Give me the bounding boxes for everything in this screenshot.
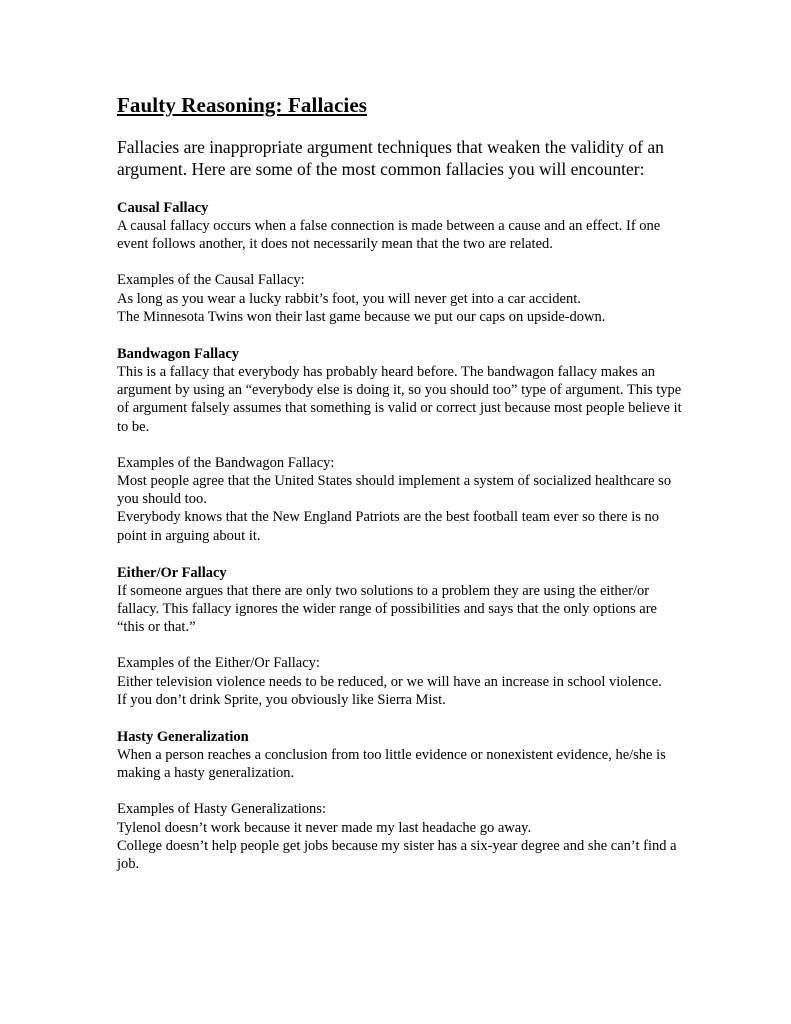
examples-block <box>117 271 687 326</box>
section-hasty-generalization <box>117 728 687 873</box>
example-item: Most people agree that the United States should implement a system of socialized healthcare so you should too. <box>117 473 672 508</box>
examples-label: Examples of Hasty Generalizations: <box>117 801 326 818</box>
example-item: The Minnesota Twins won their last game because we put our caps on upside-down. <box>117 308 606 325</box>
example-item: Tylenol doesn’t work because it never made my last headache go away. <box>117 819 532 836</box>
intro-paragraph: Fallacies are inappropriate argument techniques that weaken the validity of an argument. Here are some of the most common fallacies you will encounter: <box>117 137 664 179</box>
section-heading: Hasty Generalization <box>117 729 249 746</box>
section-heading: Either/Or Fallacy <box>117 564 227 581</box>
example-item: College doesn’t help people get jobs because my sister has a six-year degree and she can’t find a job. <box>117 837 677 873</box>
example-item: If you don’t drink Sprite, you obviously like Sierra Mist. <box>117 691 446 708</box>
section-causal-fallacy <box>117 199 687 326</box>
examples-block <box>117 800 687 873</box>
section-description: A causal fallacy occurs when a false connection is made between a cause and an effect. If one event follows another, it does not necessarily mean that the two are related. <box>117 218 661 253</box>
examples-block <box>117 454 687 545</box>
examples-label: Examples of the Causal Fallacy: <box>117 272 305 289</box>
section-description: This is a fallacy that everybody has probably heard before. The bandwagon fallacy makes an argument by using an “everybody else is doing it, so you should too” type of argument. This type of argument falsely assumes that something is valid or correct just because most people believe it to be. <box>117 364 682 435</box>
examples-label: Examples of the Either/Or Fallacy: <box>117 655 320 672</box>
example-item: Either television violence needs to be reduced, or we will have an increase in school violence. <box>117 673 662 690</box>
section-heading: Causal Fallacy <box>117 200 209 216</box>
page-title: Faulty Reasoning: Fallacies <box>117 93 368 117</box>
document-page <box>117 92 687 873</box>
section-bandwagon-fallacy <box>117 345 687 545</box>
examples-block <box>117 654 687 709</box>
example-item: Everybody knows that the New England Patriots are the best football team ever so there is no point in arguing about it. <box>117 509 659 544</box>
section-description: When a person reaches a conclusion from too little evidence or nonexistent evidence, he/she is making a hasty generalization. <box>117 747 666 782</box>
section-either-or-fallacy <box>117 564 687 709</box>
example-item: As long as you wear a lucky rabbit’s foot, you will never get into a car accident. <box>117 290 581 307</box>
examples-label: Examples of the Bandwagon Fallacy: <box>117 454 335 471</box>
section-description: If someone argues that there are only two solutions to a problem they are using the either/or fallacy. This fallacy ignores the wider range of possibilities and says that the only options are “this or that.” <box>117 582 657 636</box>
section-heading: Bandwagon Fallacy <box>117 346 240 363</box>
